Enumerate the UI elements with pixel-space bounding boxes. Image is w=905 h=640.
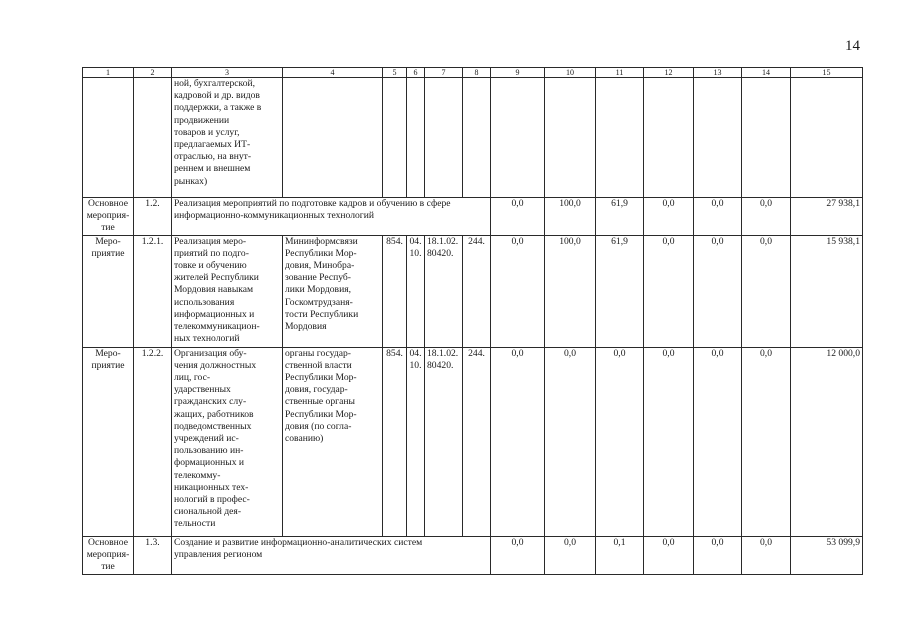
column-number: 9 [491,68,545,78]
name-cell: Организация обу- чения должностных лиц, гос- ударственных гражданских слу- жащих, работников подведомственных учреждений ис- пользованию ин- формационных и телекомму- никационных тех- нологий в профес- сиональной дея- тельности [172,347,283,536]
column-number: 12 [644,68,694,78]
value-cell: 0,0 [742,347,791,536]
value-cell: 0,0 [644,347,694,536]
table-row [83,78,863,198]
value-cell: 0,0 [742,235,791,347]
total-cell: 53 099,9 [791,536,863,574]
csr-cell: 18.1.02. 80420. [425,235,463,347]
column-number: 15 [791,68,863,78]
value-cell [491,78,545,198]
executor-cell [283,78,383,198]
code-cell: 1.3. [134,536,172,574]
value-cell: 0,0 [491,536,545,574]
executor-cell: органы государ- ственной власти Республики Мор- довия, государ- ственные органы Республики Мор- довия (по согла- сованию) [283,347,383,536]
value-cell [644,78,694,198]
name-cell: Реализация меро- приятий по подго- товке и обучению жителей Республики Мордовия навыкам использования информационных и телекоммуникацион- ных технологий [172,235,283,347]
table-row [83,536,863,574]
value-cell [742,78,791,198]
column-number: 6 [407,68,425,78]
grbs-cell: 854. [383,235,407,347]
value-cell: 0,0 [491,347,545,536]
value-cell: 100,0 [545,198,596,236]
total-cell: 15 938,1 [791,235,863,347]
value-cell: 0,0 [545,536,596,574]
value-cell: 61,9 [596,235,644,347]
value-cell: 0,0 [644,198,694,236]
column-number: 8 [463,68,491,78]
vr-cell: 244. [463,235,491,347]
type-cell: Меро- приятие [83,347,134,536]
value-cell: 0,0 [644,536,694,574]
grbs-cell [383,78,407,198]
value-cell [694,78,742,198]
csr-cell [425,78,463,198]
total-cell [791,78,863,198]
value-cell: 100,0 [545,235,596,347]
program-table [82,67,863,575]
value-cell: 0,1 [596,536,644,574]
name-cell: ной, бухгалтерской, кадровой и др. видов поддержки, а также в продвижении товаров и услуг, предлагаемых ИТ- отраслью, на внут- реннем и внешнем рынках) [172,78,283,198]
table-row [83,198,863,236]
value-cell: 0,0 [644,235,694,347]
column-number: 11 [596,68,644,78]
type-cell: Основное мероприя- тие [83,198,134,236]
csr-cell: 18.1.02. 80420. [425,347,463,536]
value-cell: 0,0 [491,235,545,347]
column-number: 3 [172,68,283,78]
value-cell: 0,0 [545,347,596,536]
code-cell: 1.2.1. [134,235,172,347]
page-number: 14 [845,38,860,54]
executor-cell: Мининформсвязи Республики Мор- довия, Минобра- зование Респуб- лики Мордовия, Госкомтрудзаня- тости Республики Мордовия [283,235,383,347]
rzpr-cell: 04. 10. [407,235,425,347]
value-cell [596,78,644,198]
code-cell: 1.2. [134,198,172,236]
column-number: 14 [742,68,791,78]
merged-name-cell: Реализация мероприятий по подготовке кадров и обучению в сфере информационно-коммуникационных технологий [172,198,491,236]
column-number: 2 [134,68,172,78]
vr-cell [463,78,491,198]
type-cell: Основное мероприя- тие [83,536,134,574]
value-cell: 0,0 [596,347,644,536]
grbs-cell: 854. [383,347,407,536]
value-cell: 0,0 [742,198,791,236]
value-cell: 0,0 [694,536,742,574]
total-cell: 27 938,1 [791,198,863,236]
vr-cell: 244. [463,347,491,536]
merged-name-cell: Создание и развитие информационно-аналитических систем управления регионом [172,536,491,574]
code-cell: 1.2.2. [134,347,172,536]
value-cell: 61,9 [596,198,644,236]
column-number: 1 [83,68,134,78]
value-cell [545,78,596,198]
column-number: 7 [425,68,463,78]
rzpr-cell: 04. 10. [407,347,425,536]
rzpr-cell [407,78,425,198]
column-number: 10 [545,68,596,78]
type-cell [83,78,134,198]
value-cell: 0,0 [694,347,742,536]
type-cell: Меро- приятие [83,235,134,347]
column-number-row [83,68,863,78]
value-cell: 0,0 [491,198,545,236]
value-cell: 0,0 [742,536,791,574]
code-cell [134,78,172,198]
table-row [83,235,863,347]
table-row [83,347,863,536]
total-cell: 12 000,0 [791,347,863,536]
value-cell: 0,0 [694,235,742,347]
column-number: 5 [383,68,407,78]
column-number: 13 [694,68,742,78]
value-cell: 0,0 [694,198,742,236]
column-number: 4 [283,68,383,78]
